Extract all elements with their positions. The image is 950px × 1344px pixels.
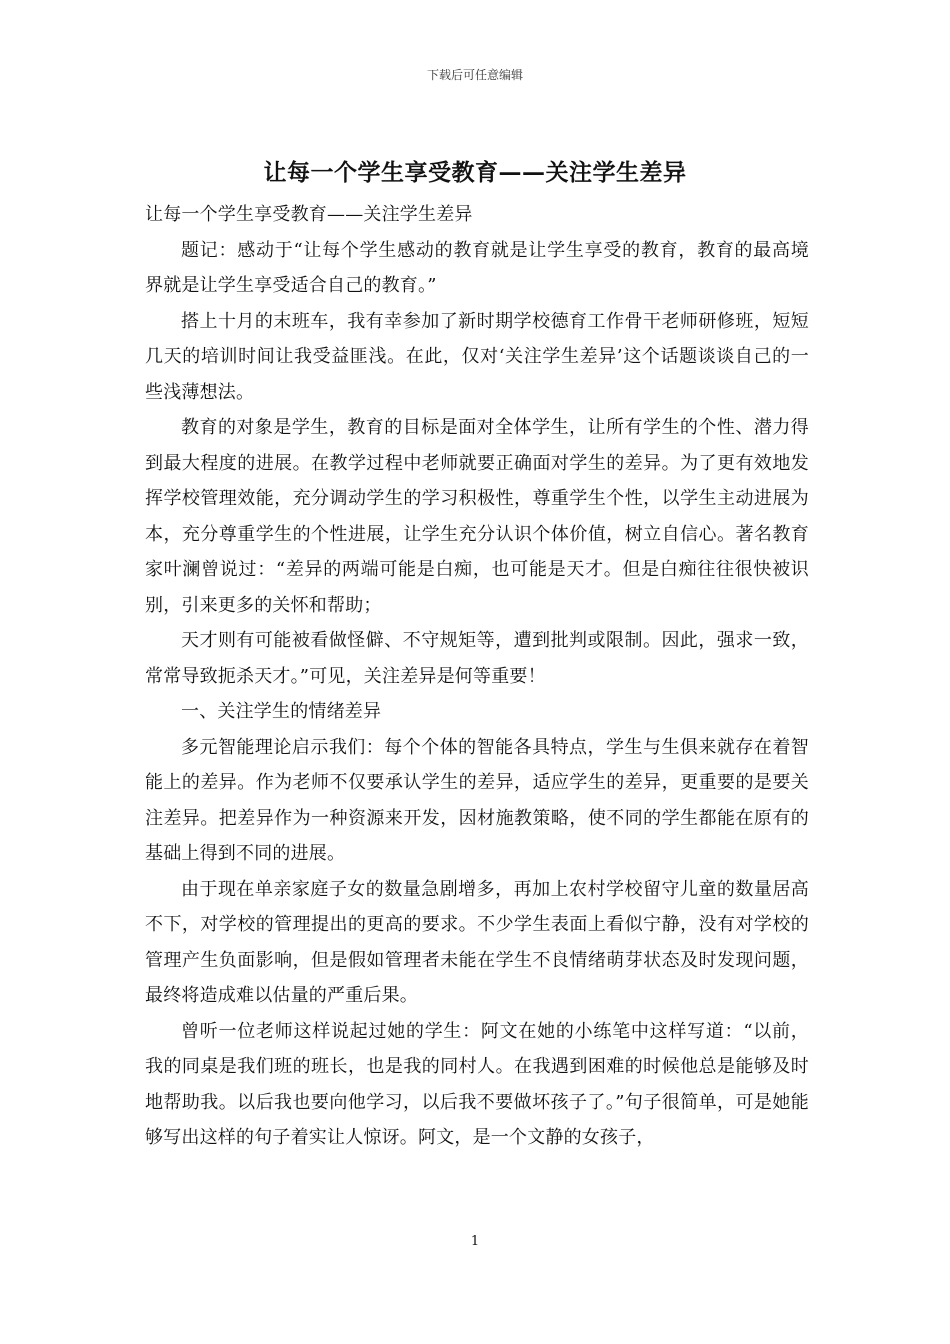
- page-number: 1: [470, 1234, 480, 1249]
- document-title: 让每一个学生享受教育——关注学生差异: [263, 159, 687, 186]
- body-paragraph: 曾听一位老师这样说起过她的学生：阿文在她的小练笔中这样写道：“以前，我的同桌是我们班的班长，也是我的同村人。在我遇到困难的时候他总是能够及时地帮助我。以后我也要向他学习，以后我不要做坏孩子了。”句子很简单，可是她能够写出这样的句子着实让人惊讶。阿文，是一个文静的女孩子，: [145, 1020, 809, 1148]
- header-note: 下载后可任意编辑: [426, 68, 523, 82]
- body-paragraph: 教育的对象是学生，教育的目标是面对全体学生，让所有学生的个性、潜力得到最大程度的进展。在教学过程中老师就要正确面对学生的差异。为了更有效地发挥学校管理效能，充分调动学生的学习积极性，尊重学生个性，以学生主动进展为本，充分尊重学生的个性进展，让学生充分认识个体价值，树立自信心。著名教育家叶澜曾说过：“差异的两端可能是白痴，也可能是天才。但是白痴往往很快被识别，引来更多的关怀和帮助；: [145, 417, 809, 616]
- body-paragraph: 天才则有可能被看做怪僻、不守规矩等，遭到批判或限制。因此，强求一致，常常导致扼杀天才。”可见，关注差异是何等重要！: [145, 630, 809, 687]
- body-paragraph: 题记：感动于“让每个学生感动的教育就是让学生享受的教育，教育的最高境界就是让学生享受适合自己的教育。”: [145, 239, 809, 296]
- document-body: [145, 197, 809, 1156]
- body-paragraph: 搭上十月的末班车，我有幸参加了新时期学校德育工作骨干老师研修班，短短几天的培训时间让我受益匪浅。在此，仅对‘关注学生差异’这个话题谈谈自己的一些浅薄想法。: [145, 310, 809, 403]
- subtitle-paragraph: 让每一个学生享受教育——关注学生差异: [145, 204, 473, 225]
- section-heading: 一、关注学生的情绪差异: [181, 701, 382, 722]
- body-paragraph: 多元智能理论启示我们：每个个体的智能各具特点，学生与生俱来就存在着智能上的差异。作为老师不仅要承认学生的差异，适应学生的差异，更重要的是要关注差异。把差异作为一种资源来开发，因材施教策略，使不同的学生都能在原有的基础上得到不同的进展。: [145, 736, 809, 864]
- body-paragraph: 由于现在单亲家庭子女的数量急剧增多，再加上农村学校留守儿童的数量居高不下，对学校的管理提出的更高的要求。不少学生表面上看似宁静，没有对学校的管理产生负面影响，但是假如管理者未能在学生不良情绪萌芽状态及时发现问题，最终将造成难以估量的严重后果。: [145, 878, 809, 1006]
